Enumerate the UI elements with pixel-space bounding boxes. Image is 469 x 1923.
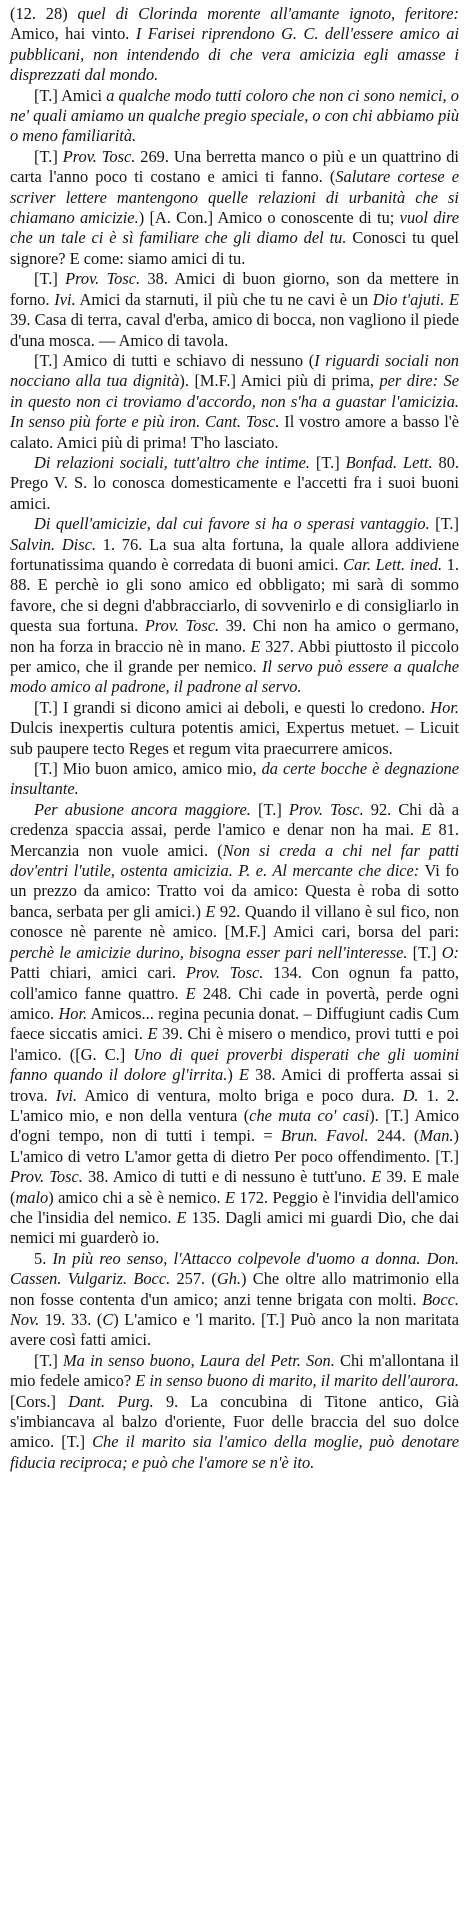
italic-text-run: Brun. Favol. [281,1126,369,1146]
text-run: [T.] [34,269,66,289]
entry-paragraph [10,514,459,698]
italic-text-run: I Farisei riprendono G. C. dell'essere amico ai pubblicani, non intendendo di che vera amicizia egli amasse i disprezzati dal mondo. [10,24,460,85]
italic-text-run: Non si creda a chi nel far patti dov'entri l'utile, ostenta amicizia. P. e. Al mercante che dice: [10,840,460,881]
text-run: [T.] [34,146,63,166]
text-run: 38. Amici di profferta assai si trova. [10,1065,459,1105]
text-run: Amico, hai vinto. [10,24,136,44]
text-run: Conosci tu quel signore? E come: siamo amici di tu. [10,228,459,268]
text-run: [T.] [34,1350,64,1370]
italic-text-run: Salvin. Disc. [10,534,96,554]
text-run: 39. Chi è misero o mendico, provi tutti e poi l'amico. ([G. C.] [10,1024,459,1064]
text-run: 1. 2. L'amico mio, e non della ventura ( [10,1085,459,1125]
italic-text-run: da certe bocche è degnazione insultante. [10,759,459,799]
italic-text-run: Ma in senso buono, Laura del Petr. Son. [63,1350,335,1370]
text-run: Chi m'allontana il mio fedele amico? [10,1350,459,1391]
text-run: 5. [34,1248,53,1268]
italic-text-run: Uno di quei proverbi disperati che gli uomini fanno quando il dolore gl'irrita. [10,1044,459,1085]
text-run: ). [T.] Amico d'ogni tempo, non di tutti i tempi. = [10,1105,460,1146]
text-run: 38. Amici di buon giorno, son da mettere in forno. [10,269,459,309]
text-run: [T.] I grandi si dicono amici ai deboli, e questi lo credono. [34,697,431,717]
text-run: 92. Quando il villano è sul fico, non conosce nè parente nè amico. [M.F.] Amici cari, borsa del pari: [10,901,459,942]
text-run: Amici da starnuti, il più che tu ne cavi è un [75,289,373,309]
text-run: 172. Peggio è l'invidia dell'amico che l'insidia del nemico. [10,1187,459,1227]
italic-text-run: che muta co' casi [249,1105,370,1125]
text-run: [T.] [250,799,289,819]
text-run: ). [M.F.] Amici più di prima, [179,371,380,391]
text-run: 92. Chi dà a credenza spaccia assai, perde l'amico e denar non ha mai. [10,799,459,840]
text-run: 269. Una berretta manco o più e un quattrino di carta l'anno poco ti costano e amici ti fanno. ( [10,146,459,187]
text-run: 39. Chi non ha amico o germano, non ha forza in braccio nè in mano. [10,616,459,656]
text-run: 39. E male ( [10,1167,460,1207]
text-run: [T.] Mio buon amico, amico mio, [34,759,262,779]
text-run: 257. ( [170,1269,217,1289]
italic-text-run: I riguardi sociali non nocciano alla tua dignità [10,350,459,391]
italic-text-run: per dire: Se in questo non ci troviamo d'accordo, non s'ha a guastar l'amicizia. In senso più forte e più iron. Cant. Tosc. [10,371,459,432]
text-run: 80. Prego V. S. lo conosca domesticamente e l'accetti fra i suoi buoni amici. [10,452,459,513]
dictionary-entry-text [10,4,459,1473]
text-run: ) L'amico di vetro L'amor getta di dietro Per poco offendimento. [T.] [10,1126,459,1166]
italic-text-run: Prov. Tosc. [62,146,136,166]
text-run: [T.] Amico di tutti e schiavo di nessuno ( [34,350,315,370]
text-run: [T.] [407,942,442,962]
italic-text-run: E [176,1207,187,1227]
italic-text-run: Gh. [216,1269,242,1289]
italic-text-run: E [224,1187,235,1207]
italic-text-run: Che il marito sia l'amico della moglie, può denotare fiducia reciproca; e può che l'amore se n'è ito. [10,1432,459,1472]
italic-text-run: a qualche modo tutti coloro che non ci sono nemici, o ne' quali amiamo un qualche pregio speciale, o con chi abbiamo più o meno familiarità. [10,85,460,146]
text-run: 81. Mercanzia non vuole amici. ( [10,820,460,860]
text-run: Patti chiari, amici cari. [10,963,186,983]
italic-text-run: Prov. Tosc. [10,1167,83,1187]
italic-text-run: vuol dire che un tale ci è sì familiare che gli diamo del tu. [10,208,459,248]
entry-paragraph [10,86,459,147]
text-run: 135. Dagli amici mi guardi Dio, che dai nemici mi guarderò io. [10,1207,459,1248]
text-run: 248. Chi cade in povertà, perde ogni amico. [10,983,459,1023]
italic-text-run: O: [441,942,459,962]
text-run: (12. 28) [10,4,78,23]
text-run: ) [A. Con.] Amico o conoscente di tu; [138,208,400,228]
italic-text-run: In più reo senso, l'Attacco colpevole d'uomo a donna. Don. Cassen. Vulgariz. Bocc. [10,1248,459,1289]
italic-text-run: Prov. Tosc. [185,963,264,983]
italic-text-run: Bocc. Nov. [10,1289,459,1329]
italic-text-run: E [250,636,261,656]
italic-text-run: malo [15,1187,49,1207]
entry-paragraph [10,698,459,759]
entry-paragraph [10,453,459,514]
italic-text-run: Il servo può essere a qualche modo amico al padrone, il padrone al servo. [10,657,459,697]
italic-text-run: quel di Clorinda morente all'amante ignoto, feritore: [77,4,459,23]
text-run: Dulcis inexpertis cultura potentis amici, Expertus metuet. – Licuit sub paupere tecto Reges et regum vita praecurrere amicos. [10,718,459,758]
text-run: [T.] [309,452,346,472]
text-run: [T.] Amici [34,85,107,105]
text-run: ) [227,1065,239,1085]
italic-text-run: Prov. Tosc. [288,799,364,819]
italic-text-run: C [102,1310,114,1329]
text-run: Vi fo un prezzo da amico: Tratto voi da amico: Questa è roba di sotto banca, serbata per gli amici.) [10,861,459,921]
italic-text-run: Ivi. [54,289,76,309]
italic-text-run: Hor. [430,697,459,717]
entry-paragraph [10,4,459,86]
italic-text-run: E in senso buono di marito, il marito dell'aurora. [135,1371,459,1391]
text-run: 134. Con ognun fa patto, coll'amico fanne quattro. [10,963,460,1003]
text-run: ) L'amico e 'l marito. [T.] Può anco la non maritata avere così fatti amici. [10,1310,459,1350]
text-run: Il vostro amore a basso l'è calato. Amici più di prima! T'ho lasciato. [10,412,459,452]
italic-text-run: Dio t'ajuti. E [372,289,459,309]
italic-text-run: perchè le amicizie durino, bisogna esser pari nell'interesse. [10,942,408,962]
italic-text-run: Per abusione ancora maggiore. [34,799,251,819]
italic-text-run: Bonfad. Lett. [345,452,433,472]
text-run: 38. Amico di tutti e di nessuno è tutt'uno. [82,1167,372,1187]
italic-text-run: E [238,1065,249,1085]
italic-text-run: Salutare cortese e scriver lettere mantengono quelle relazioni di urbanità che si chiamano amicizie. [10,167,459,228]
text-run: 39. Casa di terra, caval d'erba, amico di bocca, non vagliono il piede d'una mosca. — Amico di tavola. [10,310,459,350]
text-run: [T.] [429,514,459,534]
italic-text-run: Prov. Tosc. [144,616,220,636]
italic-text-run: E [185,983,196,1003]
entry-paragraph [10,269,459,351]
text-run: 1. 88. E perchè io gli sono amico ed obbligato; mi sarà di sommo favore, che si degni d'abbracciarlo, di sovvenirlo e di consigliarlo in questa sua fortuna. [10,554,459,636]
text-run: 1. 76. La sua alta fortuna, la quale allora addiviene fortunatissima quando è corredata di buoni amici. [10,534,460,574]
italic-text-run: Man. [419,1126,454,1146]
italic-text-run: D. [402,1085,419,1105]
entry-paragraph [10,351,459,453]
text-run: 244. ( [368,1126,420,1146]
text-run: Amico di ventura, molto briga e poco dura. [77,1085,403,1105]
entry-paragraph [10,800,459,1249]
entry-paragraph [10,1351,459,1473]
italic-text-run: E [371,1167,382,1187]
text-run: 327. Abbi piuttosto il piccolo per amico, che il grande per nemico. [10,636,459,676]
entry-paragraph [10,1249,459,1351]
text-run: 19. 33. ( [39,1310,103,1329]
italic-text-run: Di quell'amicizie, dal cui favore si ha o sperasi vantaggio. [34,514,430,534]
text-run: ) amico chi a sè è nemico. [48,1187,225,1207]
text-run: Amicos... regina pecunia donat. – Diffugiunt cadis Cum faece siccatis amici. [10,1003,459,1044]
italic-text-run: Car. Lett. ined. [343,554,443,574]
italic-text-run: E [147,1024,158,1044]
text-run: [Cors.] [10,1391,69,1411]
italic-text-run: E [421,820,432,840]
italic-text-run: Hor. [58,1003,88,1023]
text-run: 9. La concubina di Titone antico, Già s'imbiancava al balzo d'oriente, Fuor delle braccia del suo dolce amico. [T.] [10,1391,460,1452]
entry-paragraph [10,147,459,269]
entry-paragraph [10,759,459,800]
italic-text-run: E [205,901,216,921]
italic-text-run: Dant. Purg. [68,1391,154,1411]
text-run: ) Che oltre allo matrimonio ella non fosse contenta d'un amico; anzi tenne brigata con molti. [10,1269,459,1309]
italic-text-run: Ivi. [55,1085,78,1105]
italic-text-run: Di relazioni sociali, tutt'altro che intime. [34,452,310,472]
italic-text-run: Prov. Tosc. [65,269,141,289]
